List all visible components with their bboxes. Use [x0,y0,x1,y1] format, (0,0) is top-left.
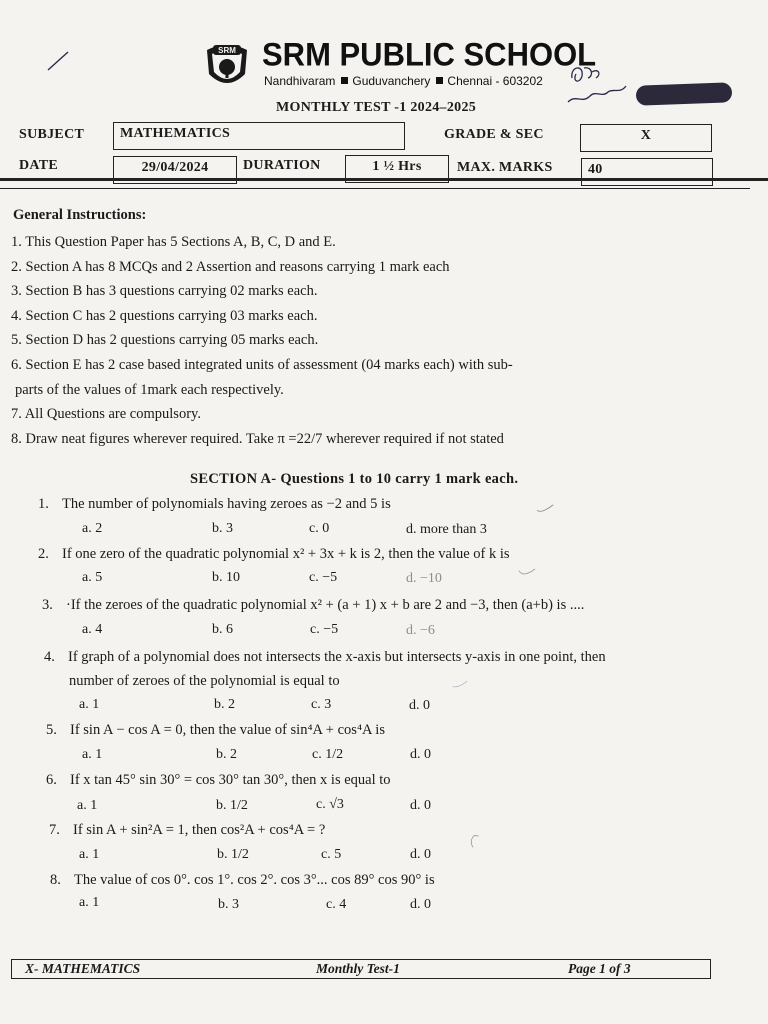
logo-text: SRM [218,46,236,55]
option-a: a. 1 [82,747,103,762]
question-number: 2. [38,546,49,562]
section-a-title: SECTION A- Questions 1 to 10 carry 1 mark each. [190,471,519,487]
address-part-3: Chennai - 603202 [447,74,543,88]
bullet-square-icon [341,77,348,84]
option-d: d. −6 [406,623,435,638]
question-5 [46,722,385,739]
page-footer [11,959,711,979]
question-text: If one zero of the quadratic polynomial x² + 3x + k is 2, then the value of k is [62,546,510,562]
option-d: d. 0 [410,847,431,862]
date-value-text: 29/04/2024 [141,160,209,175]
pen-tick-mark [518,567,536,578]
option-a: a. 1 [79,895,100,910]
option-a: a. 1 [77,798,98,813]
school-name: SRM PUBLIC SCHOOL [262,36,597,73]
address-part-1: Nandhivaram [264,74,336,88]
subject-label: SUBJECT [19,127,85,142]
test-title: MONTHLY TEST -1 2024–2025 [276,100,477,115]
option-b: b. 1/2 [216,798,248,813]
question-text: If sin A − cos A = 0, then the value of sin⁴A + cos⁴A is [70,722,385,738]
header-divider-thick [0,178,768,181]
option-d: d. 0 [409,698,430,713]
instruction-item: 5. Section D has 2 questions carrying 05 marks each. [11,332,319,349]
option-d: d. 0 [410,897,431,912]
instruction-item: 4. Section C has 2 questions carrying 03 marks each. [11,307,318,324]
question-text: The number of polynomials having zeroes as −2 and 5 is [62,496,391,512]
pen-tick-mark [536,503,554,514]
option-b: b. 1/2 [217,847,249,862]
question-4 [44,649,606,666]
question-7 [49,822,325,839]
pen-tick-mark [44,50,74,74]
instruction-item: 1. This Question Paper has 5 Sections A, B, C, D and E. [11,234,336,250]
duration-value-text: 1 ½ Hrs [372,159,422,174]
question-1 [38,496,391,513]
instruction-item: 3. Section B has 3 questions carrying 02 marks each. [11,283,318,300]
option-b: b. 2 [214,697,235,712]
grade-label: GRADE & SEC [444,127,544,142]
option-a: a. 4 [82,622,103,637]
option-c: c. −5 [309,570,338,585]
instruction-item: parts of the values of 1mark each respectively. [15,381,284,398]
school-logo-icon [203,40,251,92]
footer-page-number: Page 1 of 3 [568,961,631,976]
option-d: d. more than 3 [406,522,487,537]
address-part-2: Guduvanchery [352,74,431,88]
handwritten-signature [562,58,632,114]
max-marks-label: MAX. MARKS [457,160,553,175]
question-text: If graph of a polynomial does not intersects the x-axis but intersects y-axis in one point, then [68,649,606,665]
question-number: 7. [49,822,60,838]
option-b: b. 10 [212,570,240,585]
bullet-square-icon [436,77,443,84]
subject-value: MATHEMATICS [113,122,405,150]
option-d: d. 0 [410,798,431,813]
option-c: c. 0 [309,521,330,536]
instructions-list [11,230,513,451]
option-d: d. −10 [406,571,442,586]
question-number: 6. [46,772,57,788]
footer-subject: X- MATHEMATICS [25,961,141,976]
school-address [264,74,543,88]
instruction-item: 7. All Questions are compulsory. [11,406,201,423]
question-text: The value of cos 0°. cos 1°. cos 2°. cos 3°... cos 89° cos 90° is [74,872,435,888]
option-d: d. 0 [410,747,431,762]
option-c: c. −5 [310,622,339,637]
question-4-continued: number of zeroes of the polynomial is equal to [69,673,340,689]
option-c: c. 3 [311,697,332,712]
question-text: ·If the zeroes of the quadratic polynomial x² + (a + 1) x + b are 2 and −3, then (a+b) is .... [66,597,585,613]
option-c: c. 4 [326,897,347,912]
question-number: 4. [44,649,55,665]
pen-tick-mark [466,832,480,850]
max-marks-value: 40 [581,158,713,186]
question-text: If x tan 45° sin 30° = cos 30° tan 30°, then x is equal to [70,772,391,788]
option-a: a. 1 [79,697,100,712]
option-b: b. 3 [218,897,239,912]
instruction-item: 6. Section E has 2 case based integrated units of assessment (04 marks each) with sub- [11,356,513,373]
option-c: c. 1/2 [312,747,344,762]
question-3 [42,597,584,614]
question-6 [46,772,391,789]
question-2 [38,546,510,563]
footer-test-name: Monthly Test-1 [316,961,400,976]
instruction-item: 8. Draw neat figures wherever required. Take π =22/7 wherever required if not stated [11,430,504,447]
question-number: 8. [50,872,61,888]
instruction-item: 2. Section A has 8 MCQs and 2 Assertion and reasons carrying 1 mark each [11,258,450,275]
option-b: b. 2 [216,747,237,762]
option-a: a. 1 [79,847,100,862]
question-number: 3. [42,597,53,613]
option-c: c. √3 [316,797,344,812]
duration-label: DURATION [243,158,321,173]
option-b: b. 3 [212,521,233,536]
question-number: 5. [46,722,57,738]
grade-value-text: X [640,128,652,143]
option-a: a. 5 [82,570,103,585]
question-text: If sin A + sin²A = 1, then cos²A + cos⁴A = ? [73,822,326,838]
redaction-mark [636,82,733,105]
question-8 [50,872,435,889]
grade-value [580,124,712,152]
pen-tick-mark [452,680,468,690]
header-divider-thin [0,188,750,189]
option-c: c. 5 [321,847,342,862]
question-number: 1. [38,496,49,512]
instructions-title: General Instructions: [13,207,147,223]
option-a: a. 2 [82,521,103,536]
option-b: b. 6 [212,622,233,637]
date-label: DATE [19,158,59,173]
